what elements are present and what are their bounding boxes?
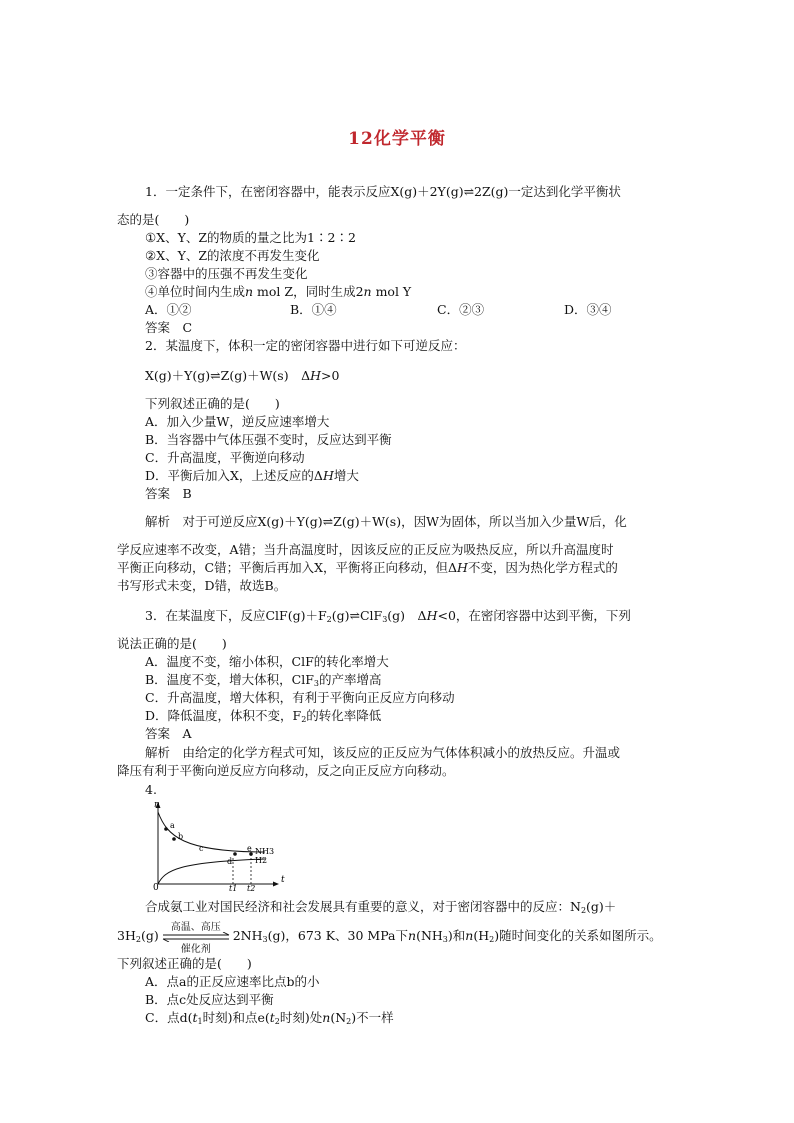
graph-point-b: b [178,832,184,841]
reversible-arrow: 高温、高压 催化剂 [161,930,231,944]
q4-option-a: A．点a的正反应速率比点b的小 [145,974,320,989]
q1-item-2: ②X、Y、Z的浓度不再发生变化 [145,248,320,263]
q2-explanation-3: 平衡正向移动，C错；平衡后再加入X，平衡将正向移动，但ΔH不变，因为热化学方程式的 [117,560,618,575]
q2-ask: 下列叙述正确的是( ) [145,396,280,411]
q3-option-c: C．升高温度，增大体积，有利于平衡向正反应方向移动 [145,690,455,705]
q4-stem-line2: $3H_2(g)$ 高温、高压 催化剂 $2NH_3(g)$，673 K、30 MPa下$n(NH_3)$和$n(H_2)$随时间变化的关系如图所示。 [117,921,662,955]
graph-tick-t1: t1 [229,884,238,892]
graph-label-h2: H2 [255,856,268,865]
graph-y-label: n [154,800,160,810]
q1-stem-line2: 态的是( ) [117,212,190,227]
q4-ask: 下列叙述正确的是( ) [117,956,252,971]
graph-origin: 0 [153,883,159,892]
q3-option-d: D．降低温度，体积不变，$F_2$的转化率降低 [145,708,382,724]
q2-option-c: C．升高温度，平衡逆向移动 [145,450,305,465]
q4-option-c: C．点$d(t_1$时刻)和点$e(t_2$时刻)处$n(N_2)$不一样 [145,1010,394,1026]
graph-point-a: a [170,821,175,830]
q2-explanation-1: 解析 对于可逆反应X(g)＋Y(g)⇌Z(g)＋W(s)，因W为固体，所以当加入少量W后，化 [145,514,627,529]
q4-option-b: B．点c处反应达到平衡 [145,992,274,1007]
q2-option-b: B．当容器中气体压强不变时，反应达到平衡 [145,432,392,447]
q2-answer: 答案 B [145,486,192,501]
q2-explanation-4: 书写形式未变，D错，故选B。 [117,578,287,593]
q2-explanation-2: 学反应速率不改变，A错；当升高温度时，因该反应的正反应为吸热反应，所以升高温度时 [117,542,614,557]
q2-equation: X(g)＋Y(g)⇌Z(g)＋W(s) ΔH>0 [145,368,340,383]
graph-x-label: t [281,875,285,885]
q3-answer: 答案 A [145,726,192,741]
q1-option-c: C．②③ [437,302,485,317]
q2-option-a: A．加入少量W，逆反应速率增大 [145,414,330,429]
q1-option-b: B．①④ [290,302,337,317]
q4-number: 4. [145,782,157,797]
graph-point-e: e [247,844,252,853]
q1-option-d: D．③④ [564,302,612,317]
q1-item-1: ①X、Y、Z的物质的量之比为1∶2∶2 [145,230,356,245]
q4-stem-line1: 合成氨工业对国民经济和社会发展具有重要的意义，对于密闭容器中的反应：$N_2(g)+$ [145,899,617,915]
graph-tick-t2: t2 [247,884,256,892]
q1-answer: 答案 C [145,320,193,335]
graph-point-c: c [199,844,204,853]
q3-option-b: B．温度不变，增大体积，ClF$_3$的产率增高 [145,672,382,688]
q2-stem: 2．某温度下，体积一定的密闭容器中进行如下可逆反应： [145,338,466,353]
q3-stem-line2: 说法正确的是( ) [117,636,227,651]
q3-option-a: A．温度不变，缩小体积，ClF的转化率增大 [145,654,389,669]
graph-label-nh3: NH3 [255,847,275,856]
graph-point-d: d [227,857,233,866]
q2-option-d: D．平衡后加入X，上述反应的ΔH增大 [145,468,359,483]
q3-explanation-1: 解析 由给定的化学方程式可知，该反应的正反应为气体体积减小的放热反应。升温或 [145,745,621,760]
page-title: 12化学平衡 [348,129,446,149]
q3-explanation-2: 降压有利于平衡向逆反应方向移动，反之向正反应方向移动。 [117,763,455,778]
q1-item-3: ③容器中的压强不再发生变化 [145,266,308,281]
q4-graph [145,800,295,892]
q3-stem-line1: 3．在某温度下，反应$ClF(g)+F_2(g)\rightleftharpoons ClF_3(g)$ ΔH<0，在密闭容器中达到平衡，下列 [145,608,631,624]
q1-item-4: ④单位时间内生成n mol Z，同时生成2n mol Y [145,284,412,299]
q1-option-a: A．①② [145,302,192,317]
q1-stem-line1: 1．一定条件下，在密闭容器中，能表示反应X(g)＋2Y(g)⇌2Z(g)一定达到化学平衡状 [145,184,621,199]
